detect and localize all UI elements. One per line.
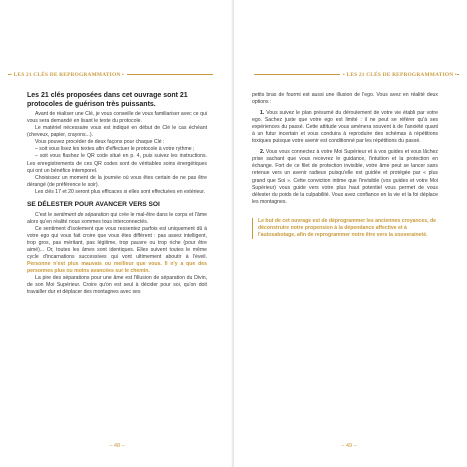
text-run: qui crée le mal-être dans le corps et l'âme alors qu'en réalité nous sommes tous interconnectés. <box>27 211 207 225</box>
paragraph: Les clés 17 et 20 seront plus efficaces si elles sont effectuées en extérieur. <box>35 188 206 195</box>
intro-statement <box>27 92 207 109</box>
right-running-header <box>234 70 467 80</box>
text-run: C'est le <box>35 211 54 218</box>
item-text: Vous suivez le plan présumé du déroulement de votre vie établi par votre ego. Sachez juste que votre ego est limité : il ne peut se référer qu'à ses expériences du passé. Cette attitude vous amènera souvent à de l'anxiété quant à un futur incertain et vous conduira à reproduire des schémas à répétitions toxiques puisque votre avenir est conditionné par les répétitions du passé. <box>252 110 438 145</box>
text-run: Ce sentiment d'isolement que vous ressentez parfois est uniquement dû à votre ego qui vous fait croire que vous êtes différent : pas assez intelligent, trop gros, pas méritant, pas légitime, trop pauvre ou trop riche (pour être aimé)... Or, toutes les âmes sont identiques. Elles suivent toutes le même cycle d'incarnations successives qui vont ultimement aboutir à l'éveil. <box>27 225 207 261</box>
callout-quote <box>252 218 438 239</box>
right-text-column <box>252 92 438 239</box>
paragraph: petits bras de fourmi est aussi une illusion de l'ego. Vous avez en réalité deux options : <box>252 92 438 106</box>
paragraph: Vous pouvez procéder de deux façons pour chaque Clé : <box>35 139 165 146</box>
intro-number: 21 <box>41 92 49 99</box>
section-heading: SE DÉLESTER POUR AVANCER VERS SOI <box>27 200 160 208</box>
numbered-item <box>252 149 438 205</box>
page-number: – 49 – <box>341 443 357 449</box>
left-page <box>0 0 233 467</box>
emphasis-text: sentiment de séparation <box>53 211 109 218</box>
header-title: • LES 21 CLÉS DE REPROGRAMMATION • <box>340 70 457 80</box>
left-text-column <box>27 92 207 296</box>
paragraph: – soit vous lisez les textes afin d'effectuer le protocole à votre rythme ; <box>35 146 195 153</box>
numbered-item <box>252 110 438 145</box>
item-number: 2. <box>260 149 265 156</box>
paragraph: Choisissez un moment de la journée où vous êtes certain de ne pas être dérangé (de préférence le soir). <box>27 174 207 188</box>
header-title: • LES 21 CLÉS DE REPROGRAMMATION • <box>10 70 127 80</box>
paragraph: – soit vous flashez le QR code situé en p. 4, puis suivez les instructions. Les enregistrements de ces QR codes sont de véritables soins énergétiques qui ont un bénéfice intemporel. <box>27 153 207 174</box>
intro-pre: Les <box>27 92 42 99</box>
paragraph: Avant de réaliser une Clé, je vous conseille de vous familiariser avec ce qui vous sera demandé en lisant le texte du protocole. <box>27 111 207 125</box>
paragraph: La pire des séparations pour une âme est l'illusion de séparation du Divin, de son Moi Supérieur. Croire qu'on est seul à décider pour soi, qu'on doit travailler dur et déplacer des montagnes avec ses <box>27 275 207 296</box>
right-page <box>234 0 467 467</box>
highlight-text: Personne n'est plus mauvais ou meilleur que vous. Il n'y a que des personnes plus ou moins avancées sur le chemin. <box>27 261 207 275</box>
page-number: – 48 – <box>109 443 125 449</box>
item-text: Vous vous connectez à votre Moi Supérieur et à vos guides et vous lâchez prise sachant que vous recevrez le guidance, l'intuition et la protection en échange. Fort de ce filet de protection invisible, votre âme peut se lancer sans retenue vers un avenir radieux puisqu'elle est guidée et protégée par « plus grand que Soi ». Cette conviction intime que l'invisible (vos guides et votre Moi Supérieur) vous guide vers votre plus haut potentiel vous permet de vous délester du poids de la culpabilité. Vous avez confiance en la vie et la foi déplace les montagnes. <box>252 149 438 205</box>
paragraph <box>27 212 207 226</box>
intro-post: clés proposées dans cet ouvrage sont 21 protocoles de guérison très puissants. <box>27 92 188 108</box>
item-number: 1. <box>260 110 265 117</box>
left-running-header <box>0 70 233 80</box>
paragraph <box>27 226 207 275</box>
paragraph: Le matériel nécessaire vous est indiqué en début de Clé le cas échéant (cheveux, papier, crayons...). <box>27 125 207 139</box>
callout-text: Le but de cet ouvrage est de déprogrammer les anciennes croyances, de déconstruire notre propension à la dépendance affective et à l'autosabotage, afin de reprogrammer notre être vers la souveraineté. <box>258 217 436 238</box>
